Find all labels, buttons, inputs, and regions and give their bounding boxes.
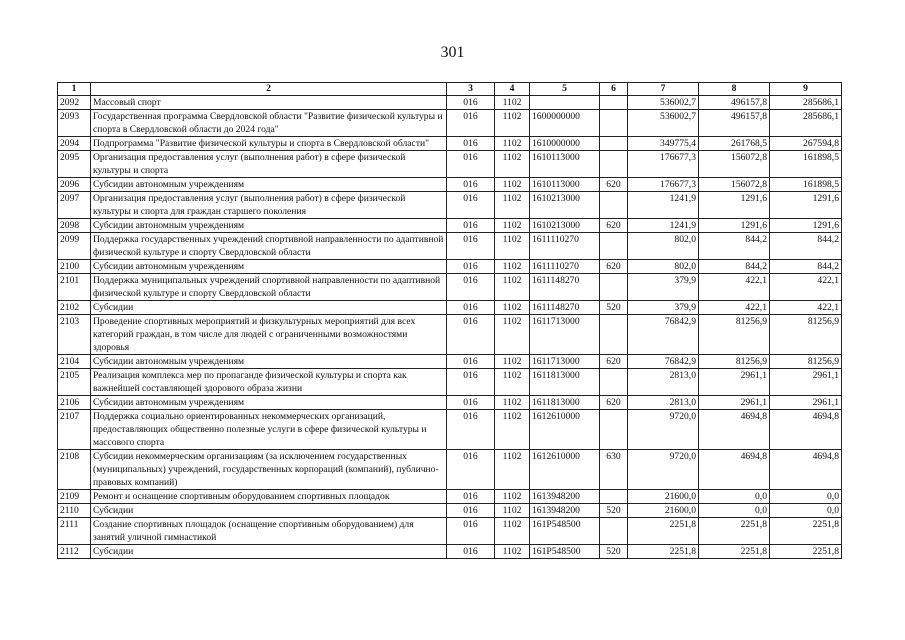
- row-col4-cell: 1102: [495, 151, 530, 178]
- row-col4-cell: 1102: [495, 450, 530, 490]
- row-col6-cell: 520: [600, 301, 628, 315]
- row-code-cell: 2111: [58, 518, 91, 545]
- row-col4-cell: 1102: [495, 274, 530, 301]
- row-name-cell: Поддержка социально ориентированных некоммерческих организаций, предоставляющих общественно полезные услуги в сфере физической культуры и массового спорта: [91, 410, 447, 450]
- row-code-cell: 2109: [58, 490, 91, 504]
- row-col3-cell: 016: [447, 369, 495, 396]
- row-col6-cell: [600, 110, 628, 137]
- row-col5-cell: 1611813000: [530, 369, 600, 396]
- row-value8-cell: 4694,8: [699, 450, 770, 490]
- row-col5-cell: 1610113000: [530, 151, 600, 178]
- row-code-cell: 2107: [58, 410, 91, 450]
- row-value9-cell: 2251,8: [770, 545, 842, 559]
- row-value8-cell: 844,2: [699, 260, 770, 274]
- row-value9-cell: 0,0: [770, 490, 842, 504]
- row-col6-cell: 620: [600, 260, 628, 274]
- row-col6-cell: 620: [600, 355, 628, 369]
- row-value7-cell: 802,0: [628, 233, 699, 260]
- page-number: 301: [440, 44, 465, 61]
- row-value7-cell: 802,0: [628, 260, 699, 274]
- row-col5-cell: 1600000000: [530, 110, 600, 137]
- table-row: [58, 192, 842, 219]
- row-value9-cell: 285686,1: [770, 96, 842, 110]
- row-name-cell: Субсидии автономным учреждениям: [91, 355, 447, 369]
- row-name-cell: Проведение спортивных мероприятий и физкультурных мероприятий для всех категорий граждан, в том числе для людей с ограниченными возможностями здоровья: [91, 315, 447, 355]
- column-header: 9: [770, 83, 842, 96]
- row-name-cell: Поддержка государственных учреждений спортивной направленности по адаптивной физической культуре и спорту Свердловской области: [91, 233, 447, 260]
- row-col4-cell: 1102: [495, 545, 530, 559]
- row-col4-cell: 1102: [495, 315, 530, 355]
- row-value8-cell: 2251,8: [699, 545, 770, 559]
- row-code-cell: 2096: [58, 178, 91, 192]
- row-col3-cell: 016: [447, 355, 495, 369]
- row-name-cell: Создание спортивных площадок (оснащение спортивным оборудованием) для занятий уличной гимнастикой: [91, 518, 447, 545]
- row-col4-cell: 1102: [495, 137, 530, 151]
- row-col3-cell: 016: [447, 178, 495, 192]
- row-value8-cell: 496157,8: [699, 96, 770, 110]
- table-row: [58, 396, 842, 410]
- row-value9-cell: 4694,8: [770, 410, 842, 450]
- table-row: [58, 301, 842, 315]
- row-col3-cell: 016: [447, 110, 495, 137]
- row-value9-cell: 1291,6: [770, 219, 842, 233]
- row-value8-cell: 844,2: [699, 233, 770, 260]
- row-value7-cell: 176677,3: [628, 151, 699, 178]
- row-col3-cell: 016: [447, 410, 495, 450]
- row-col5-cell: 1610000000: [530, 137, 600, 151]
- row-col3-cell: 016: [447, 518, 495, 545]
- row-name-cell: Субсидии автономным учреждениям: [91, 178, 447, 192]
- row-col5-cell: 1612610000: [530, 450, 600, 490]
- row-code-cell: 2093: [58, 110, 91, 137]
- row-col5-cell: 1611110270: [530, 233, 600, 260]
- table-row: [58, 110, 842, 137]
- row-value9-cell: 2961,1: [770, 396, 842, 410]
- row-value8-cell: 2961,1: [699, 396, 770, 410]
- row-col6-cell: [600, 410, 628, 450]
- row-col4-cell: 1102: [495, 490, 530, 504]
- table-row: [58, 450, 842, 490]
- row-code-cell: 2104: [58, 355, 91, 369]
- row-col4-cell: 1102: [495, 178, 530, 192]
- row-col3-cell: 016: [447, 233, 495, 260]
- table-row: [58, 369, 842, 396]
- row-value8-cell: 81256,9: [699, 355, 770, 369]
- row-col5-cell: 1612610000: [530, 410, 600, 450]
- row-value9-cell: 161898,5: [770, 178, 842, 192]
- row-value9-cell: 422,1: [770, 274, 842, 301]
- row-code-cell: 2110: [58, 504, 91, 518]
- column-header: 1: [58, 83, 91, 96]
- row-value9-cell: 4694,8: [770, 450, 842, 490]
- row-value8-cell: 2251,8: [699, 518, 770, 545]
- row-name-cell: Массовый спорт: [91, 96, 447, 110]
- row-col3-cell: 016: [447, 315, 495, 355]
- row-col6-cell: [600, 369, 628, 396]
- row-col5-cell: 1611148270: [530, 301, 600, 315]
- row-col6-cell: 630: [600, 450, 628, 490]
- row-col3-cell: 016: [447, 545, 495, 559]
- table-row: [58, 545, 842, 559]
- table-body: [58, 96, 842, 559]
- row-col4-cell: 1102: [495, 219, 530, 233]
- row-value7-cell: 536002,7: [628, 96, 699, 110]
- table-row: [58, 274, 842, 301]
- row-col5-cell: 161P548500: [530, 518, 600, 545]
- row-col4-cell: 1102: [495, 233, 530, 260]
- row-col3-cell: 016: [447, 96, 495, 110]
- column-header: 3: [447, 83, 495, 96]
- row-col6-cell: [600, 233, 628, 260]
- row-value7-cell: 2813,0: [628, 396, 699, 410]
- row-col3-cell: 016: [447, 396, 495, 410]
- row-col6-cell: [600, 274, 628, 301]
- row-value7-cell: 76842,9: [628, 355, 699, 369]
- row-col3-cell: 016: [447, 450, 495, 490]
- row-value9-cell: 422,1: [770, 301, 842, 315]
- row-code-cell: 2100: [58, 260, 91, 274]
- column-header: 6: [600, 83, 628, 96]
- row-col5-cell: 1610213000: [530, 219, 600, 233]
- table-row: [58, 410, 842, 450]
- budget-table: [57, 82, 842, 559]
- row-code-cell: 2098: [58, 219, 91, 233]
- row-col6-cell: 620: [600, 178, 628, 192]
- row-value7-cell: 2813,0: [628, 369, 699, 396]
- row-name-cell: Субсидии автономным учреждениям: [91, 219, 447, 233]
- row-name-cell: Реализация комплекса мер по пропаганде физической культуры и спорта как важнейшей составляющей здорового образа жизни: [91, 369, 447, 396]
- row-value9-cell: 2961,1: [770, 369, 842, 396]
- row-name-cell: Субсидии автономным учреждениям: [91, 396, 447, 410]
- row-col4-cell: 1102: [495, 110, 530, 137]
- row-col3-cell: 016: [447, 274, 495, 301]
- row-value9-cell: 0,0: [770, 504, 842, 518]
- row-col5-cell: 1611148270: [530, 274, 600, 301]
- row-col3-cell: 016: [447, 301, 495, 315]
- row-col4-cell: 1102: [495, 192, 530, 219]
- row-col6-cell: [600, 490, 628, 504]
- row-name-cell: Субсидии некоммерческим организациям (за исключением государственных (муниципальных) учреждений, государственных корпораций (компаний), публично-правовых компаний): [91, 450, 447, 490]
- row-col3-cell: 016: [447, 137, 495, 151]
- row-col4-cell: 1102: [495, 369, 530, 396]
- row-value9-cell: 161898,5: [770, 151, 842, 178]
- row-code-cell: 2099: [58, 233, 91, 260]
- row-code-cell: 2097: [58, 192, 91, 219]
- column-header: 2: [91, 83, 447, 96]
- row-value7-cell: 2251,8: [628, 545, 699, 559]
- row-col6-cell: [600, 96, 628, 110]
- row-col6-cell: [600, 151, 628, 178]
- row-value9-cell: 81256,9: [770, 355, 842, 369]
- row-name-cell: Государственная программа Свердловской области "Развитие физической культуры и спорта в Свердловской области до 2024 года": [91, 110, 447, 137]
- row-value8-cell: 156072,8: [699, 178, 770, 192]
- row-value9-cell: 844,2: [770, 233, 842, 260]
- row-col4-cell: 1102: [495, 518, 530, 545]
- row-col3-cell: 016: [447, 490, 495, 504]
- row-col5-cell: 161P548500: [530, 545, 600, 559]
- row-value8-cell: 156072,8: [699, 151, 770, 178]
- row-value8-cell: 81256,9: [699, 315, 770, 355]
- table-row: [58, 233, 842, 260]
- row-col5-cell: [530, 96, 600, 110]
- row-col6-cell: [600, 518, 628, 545]
- table-row: [58, 178, 842, 192]
- row-col4-cell: 1102: [495, 504, 530, 518]
- row-code-cell: 2094: [58, 137, 91, 151]
- row-code-cell: 2106: [58, 396, 91, 410]
- table-row: [58, 137, 842, 151]
- row-name-cell: Субсидии: [91, 301, 447, 315]
- row-name-cell: Субсидии автономным учреждениям: [91, 260, 447, 274]
- row-code-cell: 2092: [58, 96, 91, 110]
- row-value7-cell: 9720,0: [628, 410, 699, 450]
- row-name-cell: Поддержка муниципальных учреждений спортивной направленности по адаптивной физической культуре и спорту Свердловской области: [91, 274, 447, 301]
- row-name-cell: Организация предоставления услуг (выполнения работ) в сфере физической культуры и спорта: [91, 151, 447, 178]
- row-col5-cell: 1611713000: [530, 315, 600, 355]
- row-code-cell: 2095: [58, 151, 91, 178]
- row-value9-cell: 267594,8: [770, 137, 842, 151]
- row-value7-cell: 176677,3: [628, 178, 699, 192]
- table-row: [58, 315, 842, 355]
- column-header: 4: [495, 83, 530, 96]
- table-row: [58, 518, 842, 545]
- row-value7-cell: 9720,0: [628, 450, 699, 490]
- row-name-cell: Организация предоставления услуг (выполнения работ) в сфере физической культуры и спорта для граждан старшего поколения: [91, 192, 447, 219]
- row-value8-cell: 0,0: [699, 490, 770, 504]
- column-header: 7: [628, 83, 699, 96]
- row-col3-cell: 016: [447, 192, 495, 219]
- row-value7-cell: 379,9: [628, 301, 699, 315]
- row-value9-cell: 81256,9: [770, 315, 842, 355]
- row-value8-cell: 261768,5: [699, 137, 770, 151]
- table-row: [58, 490, 842, 504]
- row-col4-cell: 1102: [495, 396, 530, 410]
- table-row: [58, 151, 842, 178]
- row-value7-cell: 379,9: [628, 274, 699, 301]
- row-value8-cell: 0,0: [699, 504, 770, 518]
- row-col5-cell: 1611110270: [530, 260, 600, 274]
- row-value8-cell: 422,1: [699, 274, 770, 301]
- column-header: 8: [699, 83, 770, 96]
- row-col6-cell: [600, 137, 628, 151]
- row-value7-cell: 21600,0: [628, 490, 699, 504]
- row-value7-cell: 349775,4: [628, 137, 699, 151]
- row-col4-cell: 1102: [495, 355, 530, 369]
- row-col6-cell: 520: [600, 545, 628, 559]
- row-value7-cell: 1241,9: [628, 219, 699, 233]
- row-code-cell: 2112: [58, 545, 91, 559]
- row-value9-cell: 285686,1: [770, 110, 842, 137]
- row-code-cell: 2108: [58, 450, 91, 490]
- row-col4-cell: 1102: [495, 96, 530, 110]
- row-value7-cell: 76842,9: [628, 315, 699, 355]
- column-header: 5: [530, 83, 600, 96]
- row-name-cell: Подпрограмма "Развитие физической культуры и спорта в Свердловской области": [91, 137, 447, 151]
- row-col6-cell: [600, 192, 628, 219]
- row-value8-cell: 496157,8: [699, 110, 770, 137]
- table-row: [58, 219, 842, 233]
- table-row: [58, 260, 842, 274]
- row-col3-cell: 016: [447, 219, 495, 233]
- row-value9-cell: 2251,8: [770, 518, 842, 545]
- row-name-cell: Субсидии: [91, 545, 447, 559]
- row-value7-cell: 536002,7: [628, 110, 699, 137]
- table-row: [58, 96, 842, 110]
- row-value8-cell: 2961,1: [699, 369, 770, 396]
- row-col5-cell: 1613948200: [530, 490, 600, 504]
- row-col6-cell: 620: [600, 396, 628, 410]
- row-value7-cell: 2251,8: [628, 518, 699, 545]
- row-value8-cell: 1291,6: [699, 219, 770, 233]
- row-value7-cell: 21600,0: [628, 504, 699, 518]
- row-code-cell: 2103: [58, 315, 91, 355]
- row-col5-cell: 1610213000: [530, 192, 600, 219]
- row-code-cell: 2105: [58, 369, 91, 396]
- row-value9-cell: 1291,6: [770, 192, 842, 219]
- row-col3-cell: 016: [447, 151, 495, 178]
- row-name-cell: Субсидии: [91, 504, 447, 518]
- row-value7-cell: 1241,9: [628, 192, 699, 219]
- header-row: [58, 83, 842, 96]
- row-value8-cell: 1291,6: [699, 192, 770, 219]
- row-col5-cell: 1610113000: [530, 178, 600, 192]
- row-col6-cell: 520: [600, 504, 628, 518]
- row-col4-cell: 1102: [495, 301, 530, 315]
- row-col5-cell: 1613948200: [530, 504, 600, 518]
- row-col3-cell: 016: [447, 504, 495, 518]
- table-row: [58, 355, 842, 369]
- row-col5-cell: 1611813000: [530, 396, 600, 410]
- row-col3-cell: 016: [447, 260, 495, 274]
- row-code-cell: 2101: [58, 274, 91, 301]
- row-value9-cell: 844,2: [770, 260, 842, 274]
- row-col6-cell: [600, 315, 628, 355]
- row-col6-cell: 620: [600, 219, 628, 233]
- row-name-cell: Ремонт и оснащение спортивным оборудованием спортивных площадок: [91, 490, 447, 504]
- row-value8-cell: 422,1: [699, 301, 770, 315]
- row-value8-cell: 4694,8: [699, 410, 770, 450]
- table-row: [58, 504, 842, 518]
- row-col4-cell: 1102: [495, 260, 530, 274]
- row-col4-cell: 1102: [495, 410, 530, 450]
- row-code-cell: 2102: [58, 301, 91, 315]
- row-col5-cell: 1611713000: [530, 355, 600, 369]
